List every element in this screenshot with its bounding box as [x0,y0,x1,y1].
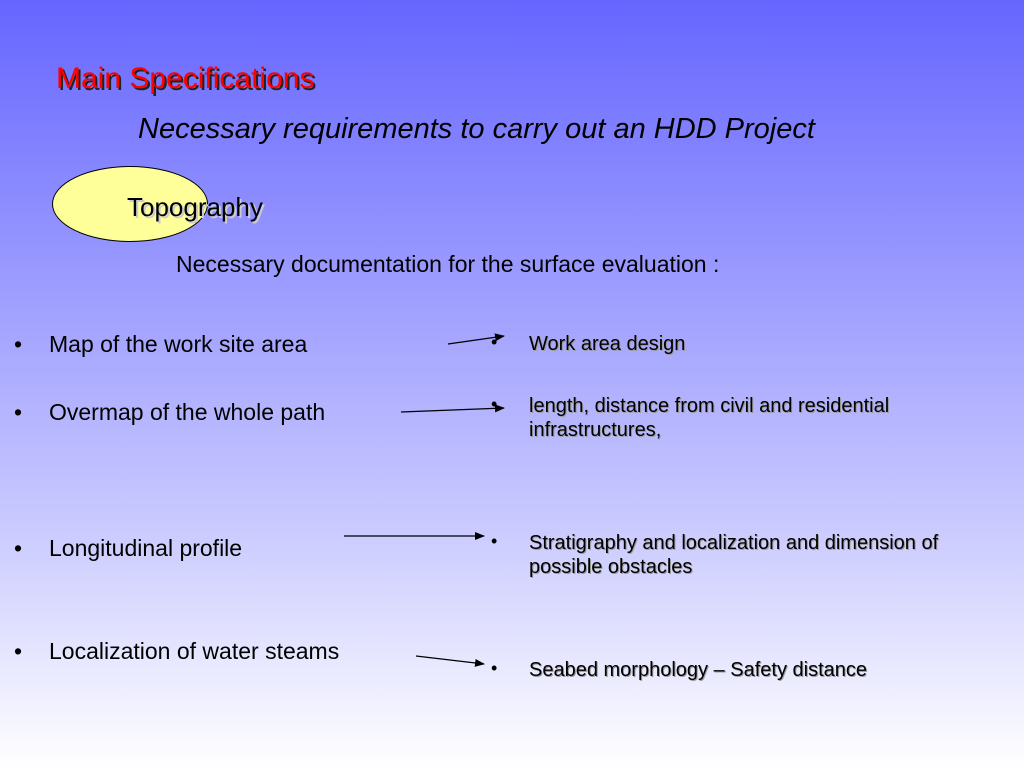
slide-subtitle: Necessary requirements to carry out an HDD Project [138,113,815,145]
arrow-4 [416,656,484,664]
right-item-text: Stratigraphy and localization and dimension of possible obstacles [529,532,939,578]
arrow-2 [401,408,504,412]
bullet-icon: • [14,638,23,664]
topic-heading: Topography [127,192,263,222]
left-item-text: Longitudinal profile [49,535,243,561]
bullet-icon: • [14,331,23,357]
bullet-icon: • [491,394,498,414]
bullet-icon: • [14,399,23,425]
bullet-icon: • [491,658,498,678]
right-item-text: Seabed morphology – Safety distance [529,659,867,681]
bullet-icon: • [491,332,498,352]
arrow-1 [448,336,504,344]
slide-title: Main Specifications [56,62,315,95]
left-item-text: Localization of water steams [49,638,340,664]
bullet-icon: • [14,535,23,561]
left-item-text: Overmap of the whole path [49,399,326,425]
right-item-text: length, distance from civil and residential infrastructures, [529,395,890,441]
intro-text: Necessary documentation for the surface evaluation : [176,251,720,277]
left-item-text: Map of the work site area [49,331,308,357]
right-item-text: Work area design [529,333,686,355]
bullet-icon: • [491,531,498,551]
